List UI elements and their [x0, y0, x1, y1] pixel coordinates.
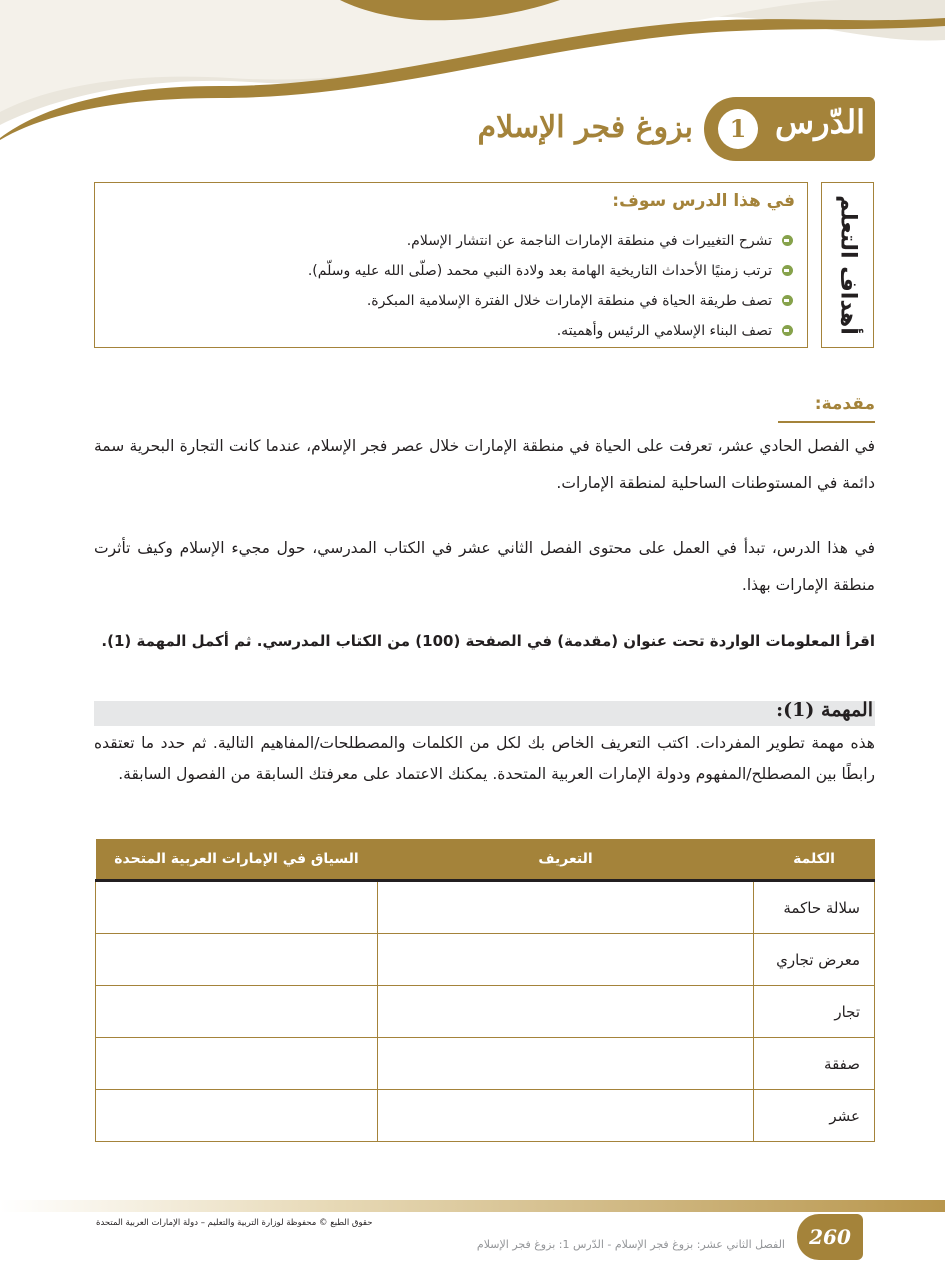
header-context: السياق في الإمارات العربية المتحدة	[96, 839, 378, 881]
objectives-tab-label: أهداف التعلم	[835, 195, 860, 335]
context-cell[interactable]	[96, 881, 378, 934]
task-title-bar	[94, 701, 875, 726]
table-header-row	[96, 839, 875, 881]
objective-item: تصف البناء الإسلامي الرئيس وأهميته.	[557, 323, 793, 339]
instruction-text: اقرأ المعلومات الواردة تحت عنوان (مقدمة) في الصفحة (100) من الكتاب المدرسي. ثم أكمل المهمة (1).	[101, 632, 875, 650]
objectives-box	[94, 182, 808, 348]
header-definition: التعريف	[378, 839, 754, 881]
bullet-icon	[782, 235, 793, 246]
page-number: 260	[809, 1225, 851, 1249]
vocabulary-table	[95, 839, 875, 1142]
lesson-number: 1	[718, 109, 758, 149]
objective-item: ترتب زمنيًا الأحداث التاريخية الهامة بعد ولادة النبي محمد (صلّى الله عليه وسلّم).	[308, 263, 793, 279]
intro-paragraph-2: في هذا الدرس، تبدأ في العمل على محتوى الفصل الثاني عشر في الكتاب المدرسي، حول مجيء الإسلام وكيف تأثرت منطقة الإمارات بهذا.	[94, 539, 875, 594]
task-description: هذه مهمة تطوير المفردات. اكتب التعريف الخاص بك لكل من الكلمات والمصطلحات/المفاهيم التالية. ثم حدد ما تعتقده رابطًا بين المصطلح/المفهوم ودولة الإمارات العربية المتحدة. يمكنك الاعتماد على معرفتك السابقة من الفصول السابقة.	[94, 734, 875, 783]
table-row	[96, 934, 875, 986]
context-cell[interactable]	[96, 1038, 378, 1090]
word-cell: عشر	[754, 1090, 875, 1142]
page-number-tab	[797, 1214, 863, 1260]
definition-cell[interactable]	[378, 881, 754, 934]
lesson-badge	[704, 97, 875, 161]
context-cell[interactable]	[96, 986, 378, 1038]
intro-heading: مقدمة:	[814, 394, 875, 414]
word-cell: تجار	[754, 986, 875, 1038]
bullet-icon	[782, 295, 793, 306]
definition-cell[interactable]	[378, 986, 754, 1038]
footer-band	[0, 1200, 945, 1212]
definition-cell[interactable]	[378, 1038, 754, 1090]
bullet-icon	[782, 325, 793, 336]
intro-underline	[778, 421, 875, 423]
definition-cell[interactable]	[378, 934, 754, 986]
objective-item: تشرح التغييرات في منطقة الإمارات الناجمة عن انتشار الإسلام.	[407, 233, 793, 249]
copyright-text: حقوق الطبع © محفوظة لوزارة التربية والتعليم – دولة الإمارات العربية المتحدة	[96, 1218, 373, 1228]
context-cell[interactable]	[96, 934, 378, 986]
lesson-word: الدّرس	[775, 103, 865, 141]
context-cell[interactable]	[96, 1090, 378, 1142]
objective-item: تصف طريقة الحياة في منطقة الإمارات خلال الفترة الإسلامية المبكرة.	[367, 293, 793, 309]
word-cell: معرض تجاري	[754, 934, 875, 986]
bullet-icon	[782, 265, 793, 276]
running-head: الفصل الثاني عشر: بزوغ فجر الإسلام - الدّرس 1: بزوغ فجر الإسلام	[476, 1238, 785, 1251]
objectives-tab	[821, 182, 874, 348]
intro-paragraph-1: في الفصل الحادي عشر، تعرفت على الحياة في منطقة الإمارات خلال عصر فجر الإسلام، عندما كانت التجارة البحرية سمة دائمة في المستوطنات الساحلية لمنطقة الإمارات.	[94, 437, 875, 492]
objectives-heading: في هذا الدرس سوف:	[612, 191, 795, 211]
definition-cell[interactable]	[378, 1090, 754, 1142]
table-row	[96, 1090, 875, 1142]
table-row	[96, 1038, 875, 1090]
word-cell: سلالة حاكمة	[754, 881, 875, 934]
lesson-title: بزوغ فجر الإسلام	[477, 110, 693, 145]
header-word: الكلمة	[754, 839, 875, 881]
table-row	[96, 881, 875, 934]
task-title: المهمة (1):	[776, 699, 873, 721]
word-cell: صفقة	[754, 1038, 875, 1090]
table-row	[96, 986, 875, 1038]
